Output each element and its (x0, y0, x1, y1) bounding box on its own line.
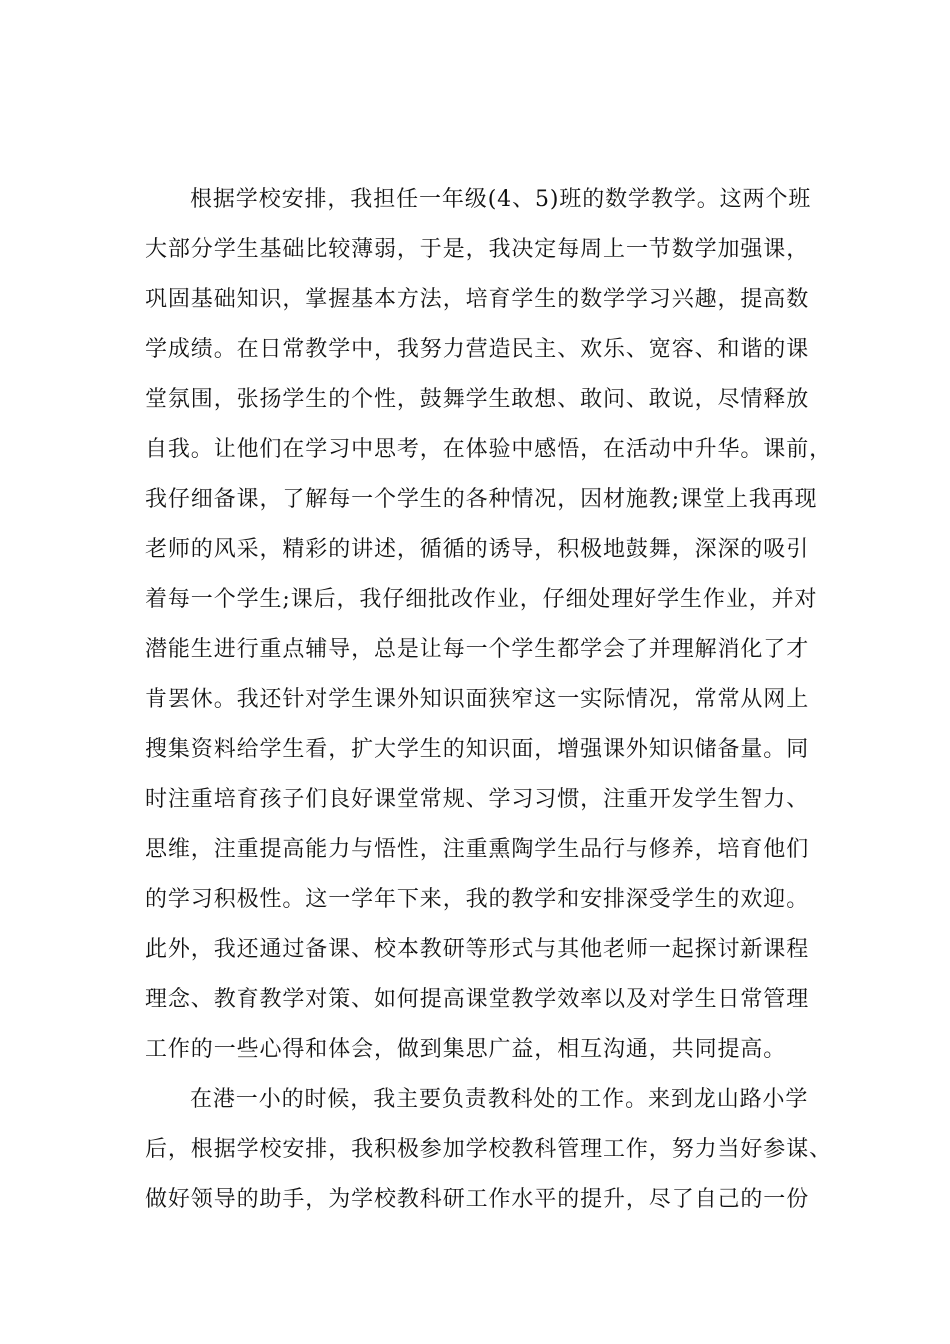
paragraph-1-line-14: 思维，注重提高能力与悟性，注重熏陶学生品行与修养，培育他们 (145, 837, 810, 862)
paragraph-1-line-6: 自我。让他们在学习中思考，在体验中感悟，在活动中升华。课前， (145, 437, 833, 462)
paragraph-1-line-15: 的学习积极性。这一学年下来，我的教学和安排深受学生的欢迎。 (145, 887, 810, 912)
paragraph-1-line-17: 理念、教育教学对策、如何提高课堂教学效率以及对学生日常管理 (145, 987, 810, 1012)
paragraph-1-line-16: 此外，我还通过备课、校本教研等形式与其他老师一起探讨新课程 (145, 937, 810, 962)
paragraph-1-line-7: 我仔细备课，了解每一个学生的各种情况，因材施教;课堂上我再现 (145, 487, 818, 512)
paragraph-1-line-8: 老师的风采，精彩的讲述，循循的诱导，积极地鼓舞，深深的吸引 (145, 537, 810, 562)
paragraph-1-line-9: 着每一个学生;课后，我仔细批改作业，仔细处理好学生作业，并对 (145, 587, 818, 612)
paragraph-1-line-5: 堂氛围，张扬学生的个性，鼓舞学生敢想、敢问、敢说，尽情释放 (145, 387, 810, 412)
paragraph-1-line-1: 根据学校安排，我担任一年级(4、5)班的数学教学。这两个班 (190, 187, 812, 212)
paragraph-1-line-13: 时注重培育孩子们良好课堂常规、学习习惯，注重开发学生智力、 (145, 787, 810, 812)
paragraph-1-line-12: 搜集资料给学生看，扩大学生的知识面，增强课外知识储备量。同 (145, 737, 810, 762)
paragraph-2-line-1: 在港一小的时候，我主要负责教科处的工作。来到龙山路小学 (190, 1087, 809, 1112)
paragraph-1-line-18: 工作的一些心得和体会，做到集思广益，相互沟通，共同提高。 (145, 1037, 787, 1062)
paragraph-1-line-10: 潜能生进行重点辅导，总是让每一个学生都学会了并理解消化了才 (145, 637, 810, 662)
paragraph-1-line-4: 学成绩。在日常教学中，我努力营造民主、欢乐、宽容、和谐的课 (145, 337, 810, 362)
paragraph-1-line-3: 巩固基础知识，掌握基本方法，培育学生的数学学习兴趣，提高数 (145, 287, 810, 312)
paragraph-1-line-11: 肯罢休。我还针对学生课外知识面狭窄这一实际情况，常常从网上 (145, 687, 810, 712)
paragraph-1-line-2: 大部分学生基础比较薄弱，于是，我决定每周上一节数学加强课， (145, 237, 810, 262)
paragraph-2-line-3: 做好领导的助手，为学校教科研工作水平的提升，尽了自己的一份 (145, 1187, 810, 1212)
paragraph-2-line-2: 后，根据学校安排，我积极参加学校教科管理工作，努力当好参谋、 (145, 1137, 833, 1162)
